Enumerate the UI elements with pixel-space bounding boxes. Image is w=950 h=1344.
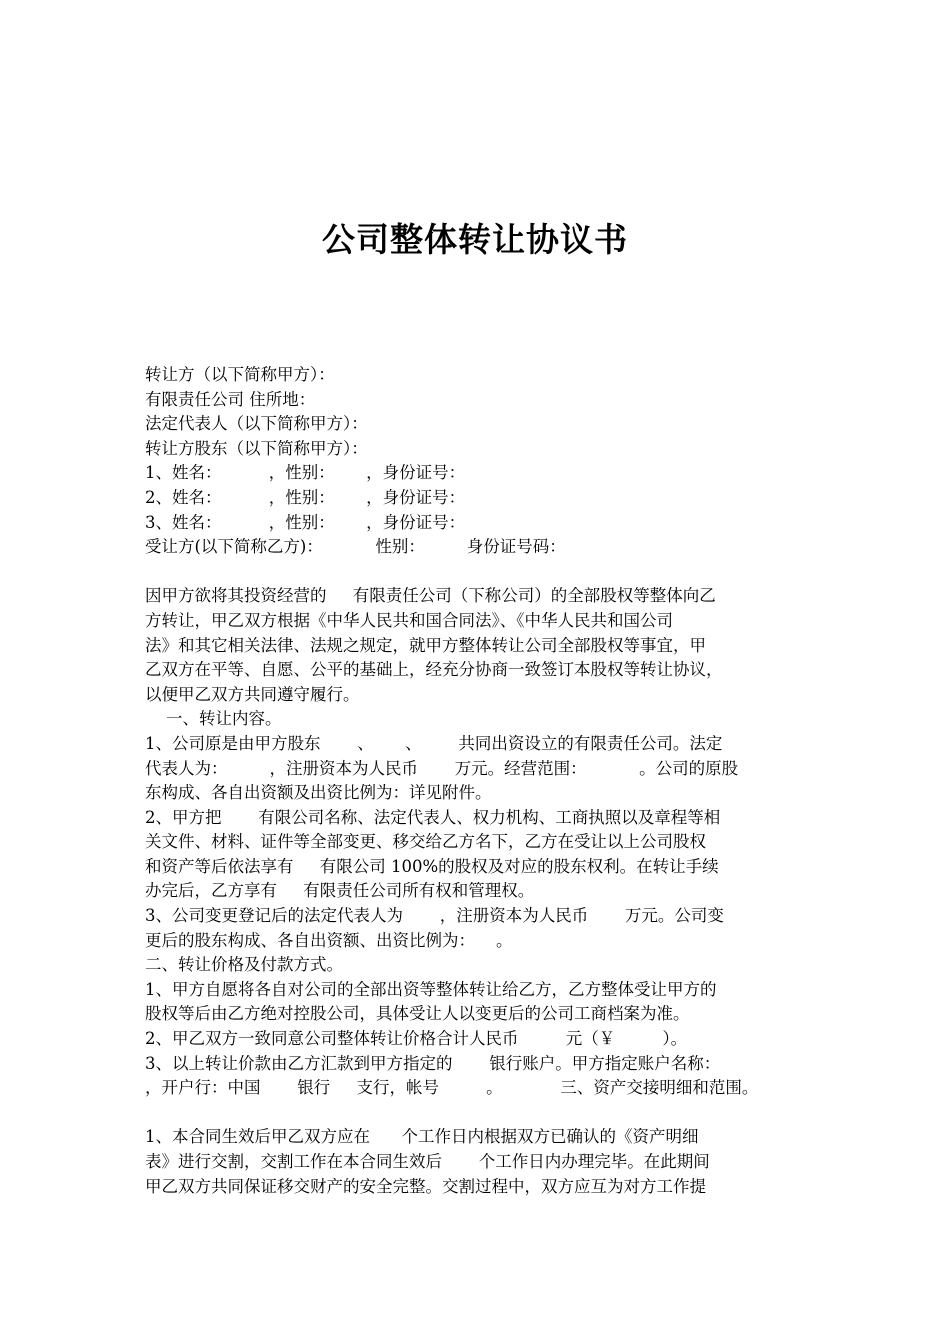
text-line: 东构成、各自出资额及出资比例为：详见附件。 [145,783,492,803]
text-line: 转让方股东（以下简称甲方）： [145,438,368,458]
text-line: 1、公司原是由甲方股东 、 、 共同出资设立的有限责任公司。法定 [145,733,723,753]
text-line: 受让方(以下简称乙方)： 性别： 身份证号码： [145,537,566,557]
text-line: 2、甲乙双方一致同意公司整体转让价格合计人民币 元（￥ ）。 [145,1029,688,1049]
text-line: 代表人为： ，注册资本为人民币 万元。经营范围： 。公司的原股 [145,758,739,778]
text-line: 1、甲方自愿将各自对公司的全部出资等整体转让给乙方，乙方整体受让甲方的 [145,979,717,999]
text-line: 3、以上转让价款由乙方汇款到甲方指定的 银行账户。甲方指定账户名称： [145,1053,721,1073]
text-line: 有限责任公司 住所地： [145,389,316,409]
blank-line [145,1101,825,1126]
text-line: 因甲方欲将其投资经营的 有限责任公司（下称公司）的全部股权等整体向乙 [145,586,716,606]
text-line: 一、转让内容。 [145,709,282,729]
text-line: 1、姓名： ，性别： ，身份证号： [145,463,466,483]
text-line: 2、姓名： ，性别： ，身份证号： [145,487,466,507]
document-body [145,363,825,1199]
text-line: 3、公司变更登记后的法定代表人为 ，注册资本为人民币 万元。公司变 [145,906,724,926]
text-line: 法定代表人（以下简称甲方）： [145,414,368,434]
text-line: 和资产等后依法享有 有限公司 100%的股权及对应的股东权利。在转让手续 [145,856,719,876]
text-line: 更后的股东构成、各自出资额、出资比例为： 。 [145,930,513,950]
text-line: 1、本合同生效后甲乙双方应在 个工作日内根据双方已确认的《资产明细 [145,1127,699,1147]
text-line: 3、姓名： ，性别： ，身份证号： [145,512,466,532]
text-line: ，开户行：中国 银行 支行，帐号 。 三、资产交接明细和范围。 [145,1078,759,1098]
text-line: 表》进行交割，交割工作在本合同生效后 个工作日内办理完毕。在此期间 [145,1152,710,1171]
text-line: 转让方（以下简称甲方）： [145,365,335,384]
text-line: 办完后，乙方享有 有限责任公司所有权和管理权。 [145,881,535,901]
text-line: 法》和其它相关法律、法规之规定，就甲方整体转让公司全部股权等事宜，甲 [145,635,706,655]
text-line: 二、转让价格及付款方式。 [145,955,343,975]
text-line: 股权等后由乙方绝对控股公司，具体受让人以变更后的公司工商档案为准。 [145,1004,690,1024]
text-line: 甲乙双方共同保证移交财产的安全完整。交割过程中，双方应互为对方工作提 [145,1176,706,1196]
document-title: 公司整体转让协议书 [322,220,628,259]
text-line: 方转让，甲乙双方根据《中华人民共和国合同法》、《中华人民共和国公司 [145,610,673,630]
blank-line [145,560,825,585]
text-line: 2、甲方把 有限公司名称、法定代表人、权力机构、工商执照以及章程等相 [145,807,721,827]
text-line: 乙双方在平等、自愿、公平的基础上，经充分协商一致签订本股权等转让协议， [145,660,723,680]
text-line: 关文件、材料、证件等全部变更、移交给乙方名下，乙方在受让以上公司股权 [145,832,706,852]
text-line: 以便甲乙双方共同遵守履行。 [145,684,360,704]
